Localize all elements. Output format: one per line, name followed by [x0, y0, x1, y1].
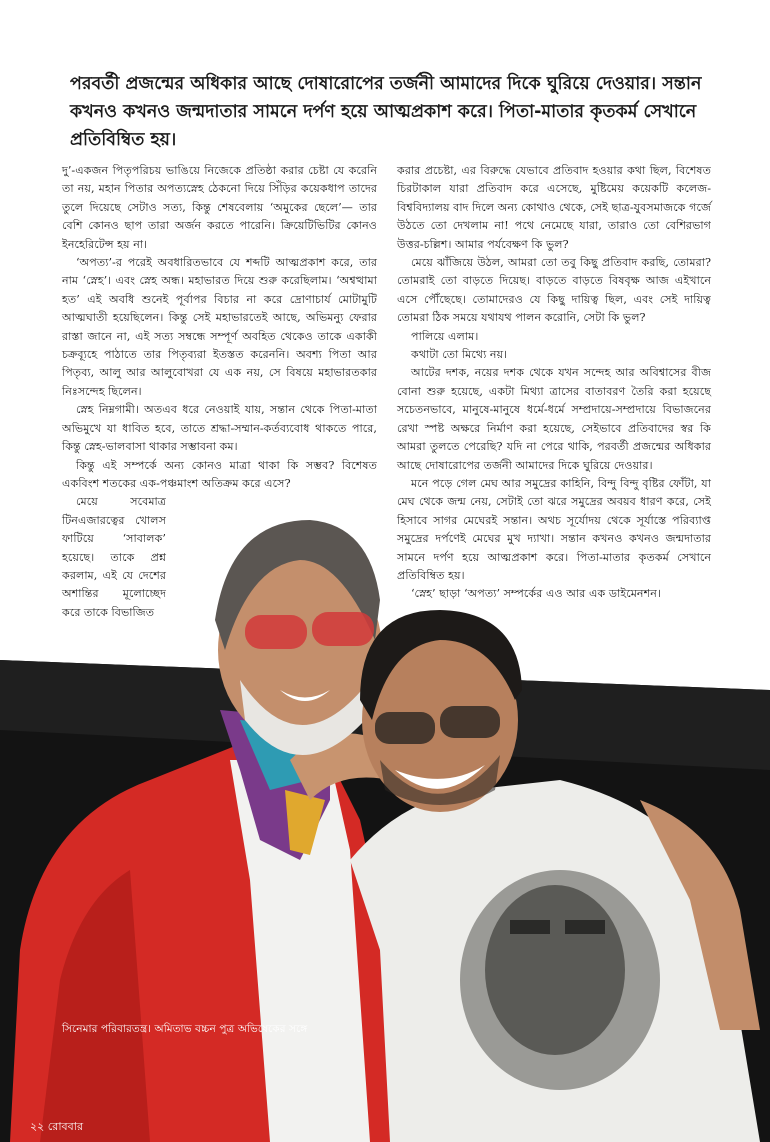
paragraph: ‘অপত্য’-র পরেই অবধারিতভাবে যে শব্দটি আত্মপ্রকাশ করে, তার নাম ‘স্নেহ’। এবং স্নেহ অন্ধ। মহাভারত দিয়ে শুরু করেছিলাম। ‘অশ্বত্থামা হত’ এই অবধি শুনেই পূর্বাপর বিচার না করে দ্রোণাচার্য মোটামুটি আত্মঘাতী হয়েছিলেন। কিন্তু সেই মহাভারতেই আছে, অভিমন্যু ফেরার রাস্তা জানে না, এই সত্য সম্বন্ধে সম্পূর্ণ অবহিত থেকেও তাকে একাকী চক্রব্যূহে পাঠাতে তার পিতৃব্যরা ইতস্তত করেননি। অবশ্য পিতা আর পিতৃব্য, আলু আর আলুবোখরা যে এক নয়, সে বিষয়ে মহাভারতকার নিঃসন্দেহ ছিলেন।	[62, 256, 377, 398]
paragraph: করার প্রচেষ্টা, এর বিরুদ্ধে যেভাবে প্রতিবাদ হওয়ার কথা ছিল, বিশেষত চিরটাকাল যারা প্রতিবাদ করে এসেছে, মুষ্টিমেয় কয়েকটি কলেজ-বিশ্ববিদ্যালয় বাদ দিলে অন্য কোথাও থেকে, সেই ছাত্র-যুবসমাজকে গর্জে উঠতে তো দেখলাম না! পথে নেমেছে যারা, তারাও তো বেশিরভাগ উত্তর-চল্লিশ। আমার পর্যবেক্ষণ কি ভুল?	[397, 164, 711, 251]
paragraph: স্নেহ নিম্নগামী। অতএব ধরে নেওয়াই যায়, সন্তান থেকে পিতা-মাতা অভিমুখে যা ধাবিত হবে, তাতে শ্রদ্ধা-সম্মান-কর্তব্যবোধ থাকতে পারে, কিন্তু স্নেহ-ভালবাসা থাকার সম্ভাবনা কম।	[62, 403, 377, 454]
photo-caption: সিনেমার পরিবারতন্ত্র। অমিতাভ বচ্চন পুত্র অভিষেকের সঙ্গে	[62, 1023, 308, 1035]
pull-quote: পরবর্তী প্রজন্মের অধিকার আছে দোষারোপের তর্জনী আমাদের দিকে ঘুরিয়ে দেওয়ার। সন্তান কখনও কখনও জন্মদাতার সামনে দর্পণ হয়ে আত্মপ্রকাশ করে। পিতা-মাতার কৃতকর্ম সেখানে প্রতিবিম্বিত হয়।	[70, 74, 702, 150]
article-column-right	[397, 162, 711, 604]
photo	[0, 650, 770, 1142]
photo-illustration	[0, 650, 770, 1142]
paragraph: ‘স্নেহ’ ছাড়া ‘অপত্য’ সম্পর্কের এও আর এক ডাইমেনশন।	[411, 587, 661, 601]
paragraph: মেয়ে সবেমাত্র টিনএজারত্বের খোলস ফাটিয়ে ‘সাবালক’ হয়েছে। তাকে প্রশ্ন করলাম, এই যে দেশের অশান্তির মূলোচ্ছেদ করে তাকে বিভাজিত	[62, 495, 166, 619]
page-folio: ২২ রোববার	[30, 1120, 83, 1133]
paragraph: দু’-একজন পিতৃপরিচয় ভাঙিয়ে নিজেকে প্রতিষ্ঠা করার চেষ্টা যে করেনি তা নয়, মহান পিতার অপত্যস্নেহ ঠেকনো দিয়ে সিঁড়ির কয়েকধাপ তাদের তুলে দিয়েছে সেটাও সত্য, কিন্তু শেষবেলায় ‘অমুকের ছেলে’— তার বেশি কোনও ছাপ তারা অর্জন করতে পারেনি। ক্রিয়েটিভিটির কোনও ইনহেরিটেন্স হয় না।	[62, 164, 377, 251]
paragraph: কথাটা তো মিথ্যে নয়।	[411, 348, 508, 362]
paragraph: পালিয়ে এলাম।	[411, 329, 479, 343]
paragraph: মনে পড়ে গেল মেঘ আর সমুদ্রের কাহিনি, বিন্দু বিন্দু বৃষ্টির ফোঁটা, যা মেঘ থেকে জন্ম নেয়, সেটাই তো ঝরে সমুদ্রের অবয়ব ধারণ করে, সেই হিসাবে সাগর মেঘেরই সন্তান। অথচ সূর্যোদয় থেকে সূর্যাস্তে পরিব্যাপ্ত সমুদ্রের দর্পণেই মেঘের মুখ দ্যাখা। সন্তান কখনও কখনও জন্মদাতার সামনে দর্পণ হয়ে আত্মপ্রকাশ করে। পিতা-মাতার কৃতকর্ম সেখানে প্রতিবিম্বিত হয়।	[397, 476, 711, 582]
paragraph: আটের দশক, নয়ের দশক থেকে যখন সন্দেহ আর অবিশ্বাসের বীজ বোনা শুরু হয়েছে, একটা মিথ্যা ত্রাসের বাতাবরণ তৈরি করা হয়েছে সচেতনভাবে, মানুষে-মানুষে ধর্মে-ধর্মে সম্প্রদায়ে-সম্প্রদায়ে বিভাজনের রেখা স্পষ্ট অক্ষরে নির্মাণ করা হয়েছে, সেইভাবে প্রতিবাদের স্বর কি আমরা তুলতে পেরেছি? যদি না পেরে থাকি, পরবর্তী প্রজন্মের অধিকার আছে দোষারোপের তর্জনী আমাদের দিকে ঘুরিয়ে দেওয়ার।	[397, 366, 711, 472]
paragraph: কিন্তু এই সম্পর্কে অন্য কোনও মাত্রা থাকা কি সম্ভব? বিশেষত একবিংশ শতকের এক-পঞ্চমাংশ অতিক্রম করে এসে?	[62, 458, 377, 490]
paragraph: মেয়ে ঝাঁজিয়ে উঠল, আমরা তো তবু কিছু প্রতিবাদ করছি, তোমরা? তোমরাই তো বাড়তে দিয়েছ। বাড়তে বাড়তে বিষবৃক্ষ আজ এইখানে এসে পৌঁছেছে। তোমাদেরও যে কিছু দায়িত্ব ছিল, এবং সেই দায়িত্ব তোমরা ঠিক সময়ে যথাযথ পালন করোনি, সেটা কি ভুল?	[397, 256, 711, 325]
article-column-left	[62, 162, 377, 622]
